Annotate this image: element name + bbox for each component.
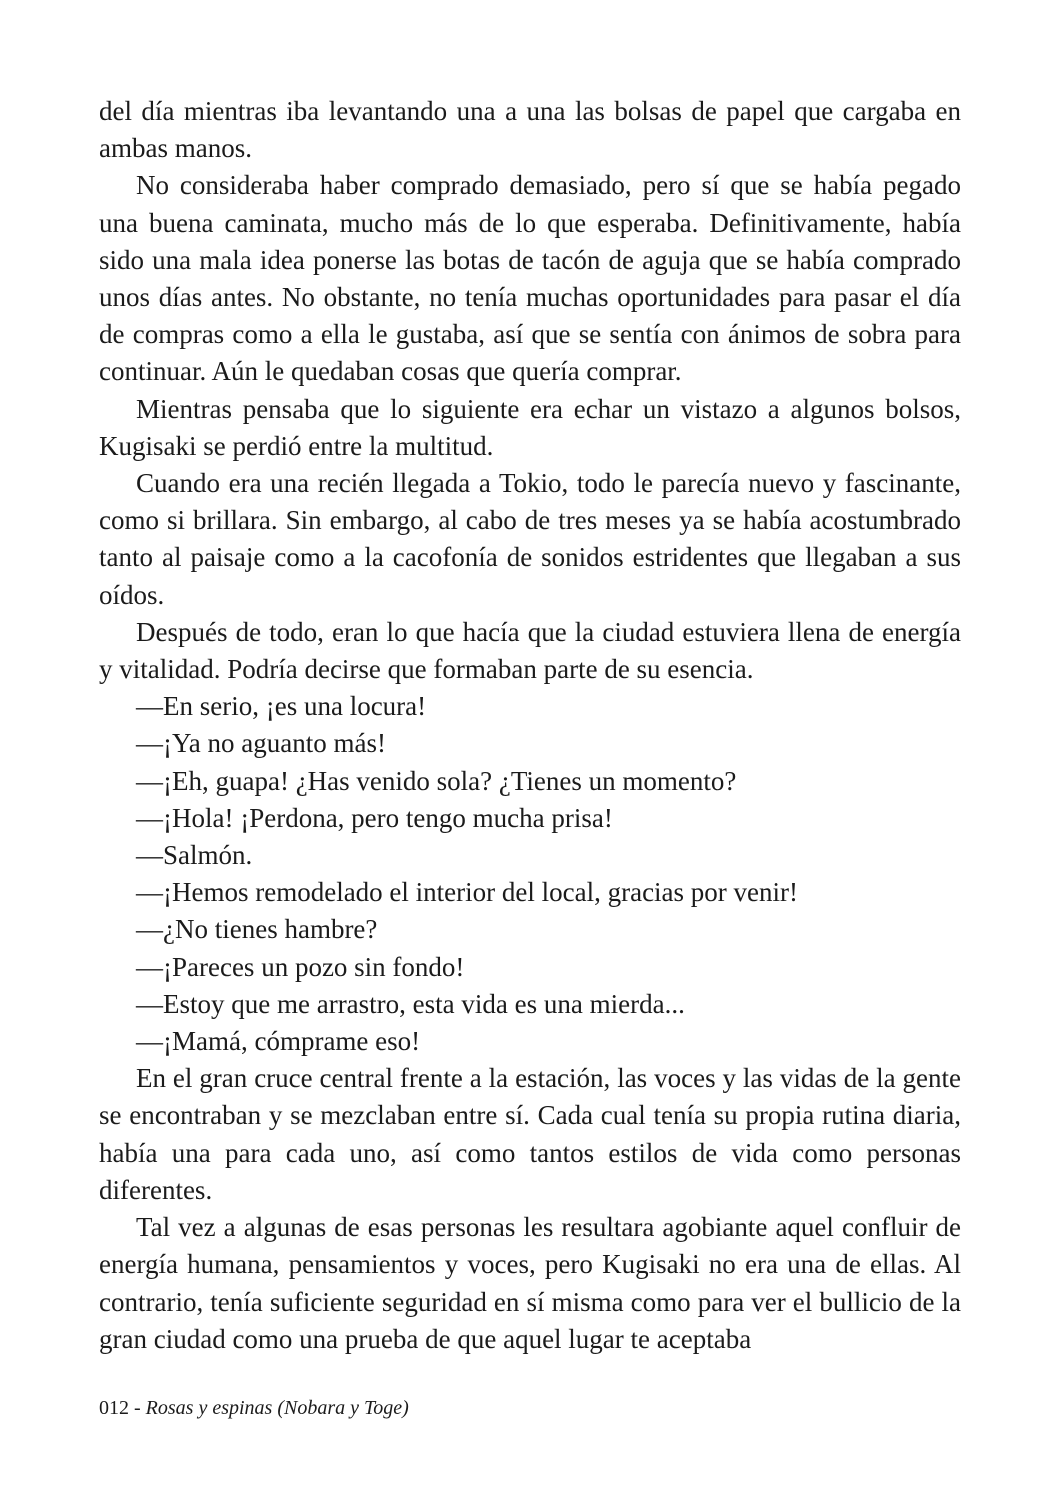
dialogue-line: —¡Pareces un pozo sin fondo! [136, 951, 465, 982]
dialogue-line: —¡Hemos remodelado el interior del local, gracias por venir! [136, 877, 799, 908]
footer-separator: - [129, 1397, 146, 1419]
dialogue-line: —¡Ya no aguanto más! [136, 728, 386, 759]
dialogue-line: —Estoy que me arrastro, esta vida es una mierda... [136, 988, 685, 1019]
body-paragraph: No consideraba haber comprado demasiado, pero sí que se había pegado una buena caminata, mucho más de lo que esperaba. Definitivamente, había sido una mala idea ponerse las botas de tacón de aguja que se había comprado unos días antes. No obstante, no tenía muchas oportunidades para pasar el día de compras como a ella le gustaba, así que se sentía con ánimos de sobra para continuar. Aún le quedaban cosas que quería comprar. [99, 170, 961, 387]
body-paragraph: En el gran cruce central frente a la estación, las voces y las vidas de la gente se encontraban y se mezclaban entre sí. Cada cual tenía su propia rutina diaria, había una para cada uno, así como tantos estilos de vida como personas diferentes. [99, 1063, 961, 1205]
body-paragraph: Mientras pensaba que lo siguiente era echar un vistazo a algunos bolsos, Kugisaki se perdió entre la multitud. [99, 393, 961, 461]
dialogue-line: —Salmón. [136, 840, 253, 871]
dialogue-line: —¿No tienes hambre? [136, 914, 378, 945]
book-title: Rosas y espinas (Nobara y Toge) [145, 1397, 409, 1419]
page-text [99, 93, 961, 1358]
dialogue-line: —¡Eh, guapa! ¿Has venido sola? ¿Tienes un momento? [136, 765, 737, 796]
body-paragraph: Tal vez a algunas de esas personas les resultara agobiante aquel confluir de energía humana, pensamientos y voces, pero Kugisaki no era una de ellas. Al contrario, tenía suficiente seguridad en sí misma como para ver el bullicio de la gran ciudad como una prueba de que aquel lugar te aceptaba [99, 1212, 961, 1354]
dialogue-line: —En serio, ¡es una locura! [136, 691, 427, 722]
page-number: 012 [99, 1397, 129, 1419]
dialogue-line: —¡Hola! ¡Perdona, pero tengo mucha prisa! [136, 802, 613, 833]
body-paragraph: Después de todo, eran lo que hacía que la ciudad estuviera llena de energía y vitalidad. Podría decirse que formaban parte de su esencia. [99, 616, 961, 685]
page-footer [99, 1396, 409, 1420]
body-paragraph: Cuando era una recién llegada a Tokio, todo le parecía nuevo y fascinante, como si brillara. Sin embargo, al cabo de tres meses ya se había acostumbrado tanto al paisaje como a la cacofonía de sonidos estridentes que llegaban a sus oídos. [99, 468, 961, 610]
body-paragraph: del día mientras iba levantando una a una las bolsas de papel que cargaba en ambas manos. [99, 96, 961, 164]
dialogue-line: —¡Mamá, cómprame eso! [136, 1026, 421, 1057]
